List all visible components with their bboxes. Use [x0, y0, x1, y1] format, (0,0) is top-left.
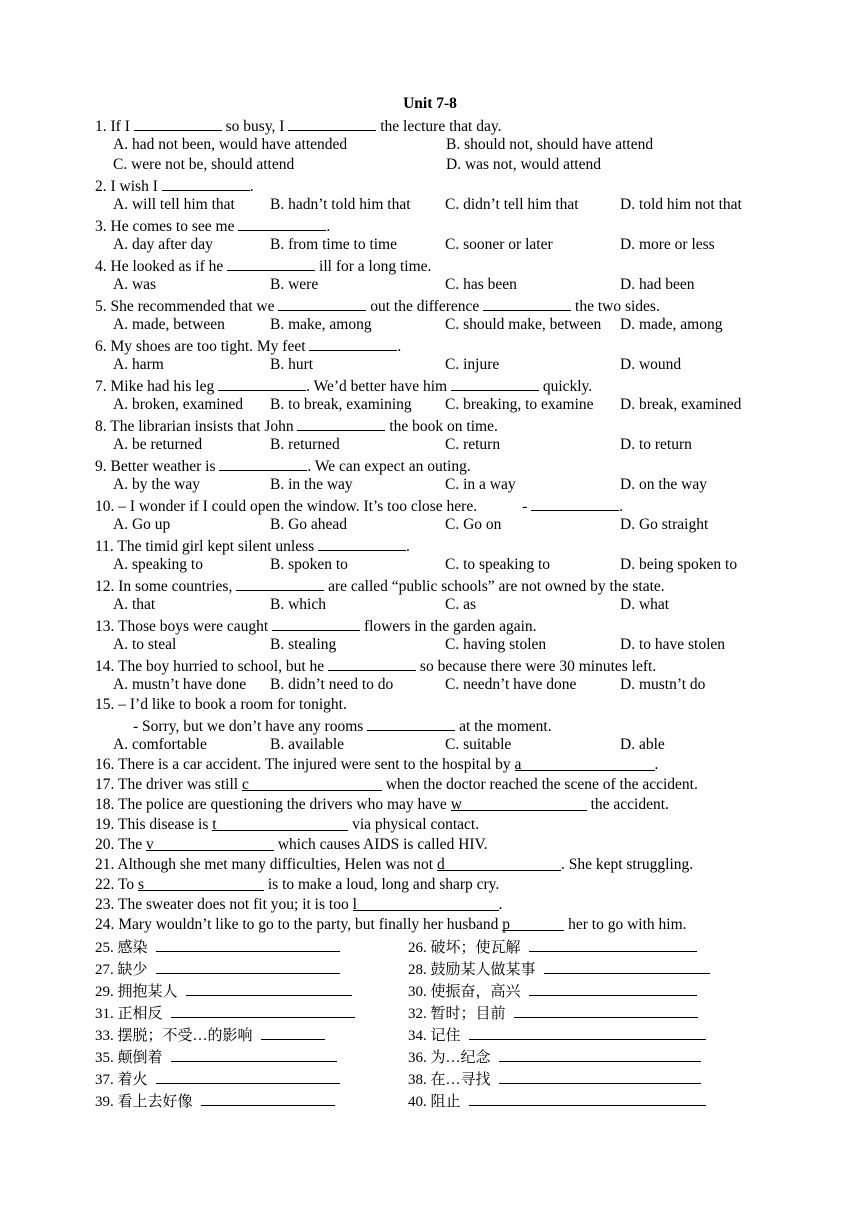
answer-option[interactable]: A. made, between: [113, 316, 225, 333]
question-stem: [95, 695, 795, 715]
options-row: [95, 435, 795, 455]
vocab-prompt: 32. 暂时；目前: [408, 1006, 506, 1022]
stem-text: the accident.: [586, 796, 669, 813]
vocab-item: [95, 957, 340, 981]
question-stem: [95, 495, 795, 515]
answer-option[interactable]: B. available: [270, 736, 345, 753]
stem-text: 8. The librarian insists that John: [95, 418, 298, 435]
stem-text: the two sides.: [571, 298, 660, 315]
answer-option[interactable]: C. return: [445, 436, 501, 453]
stem-text: 17. The driver was still: [95, 776, 242, 793]
question-stem: [95, 655, 795, 675]
vocab-item: [408, 1045, 701, 1069]
vocab-item: [408, 979, 697, 1003]
options-row: [95, 555, 795, 575]
answer-option[interactable]: C. were not be, should attend: [113, 156, 295, 173]
answer-line[interactable]: [529, 935, 697, 952]
answer-blank[interactable]: [278, 295, 366, 311]
stem-text: .: [498, 896, 503, 913]
options-row: [95, 635, 795, 655]
answer-option[interactable]: B. Go ahead: [270, 516, 348, 533]
answer-option[interactable]: D. to have stolen: [620, 636, 726, 653]
stem-text: at the moment.: [455, 718, 552, 735]
answer-option[interactable]: C. suitable: [445, 736, 512, 753]
answer-blank[interactable]: v: [146, 835, 274, 851]
stem-text: . She kept struggling.: [560, 856, 694, 873]
answer-option[interactable]: D. more or less: [620, 236, 715, 253]
vocab-row: [95, 957, 795, 979]
fill-question: [95, 835, 795, 855]
answer-option[interactable]: B. make, among: [270, 316, 372, 333]
question-stem: [95, 375, 795, 395]
vocab-prompt: 39. 看上去好像: [95, 1094, 193, 1110]
answer-option[interactable]: B. hadn’t told him that: [270, 196, 411, 213]
stem-text: 1. If I: [95, 118, 134, 135]
answer-option[interactable]: A. had not been, would have attended: [113, 136, 348, 153]
vocab-prompt: 40. 阻止: [408, 1094, 461, 1110]
fill-question: [95, 895, 795, 915]
answer-line[interactable]: [469, 1023, 706, 1040]
vocab-row: [95, 1045, 795, 1067]
answer-option[interactable]: B. should not, should have attend: [446, 136, 654, 153]
answer-blank[interactable]: [236, 575, 324, 591]
stem-text: .: [654, 756, 659, 773]
options-row: [95, 355, 795, 375]
question-stem: [95, 115, 795, 135]
answer-line[interactable]: [529, 979, 697, 996]
stem-text: ill for a long time.: [315, 258, 432, 275]
stem-text: when the doctor reached the scene of the accident.: [381, 776, 698, 793]
stem-text: 12. In some countries,: [95, 578, 237, 595]
options-row: [95, 395, 795, 415]
vocab-prompt: 36. 为…纪念: [408, 1050, 491, 1066]
answer-blank[interactable]: [328, 655, 416, 671]
answer-blank[interactable]: [238, 215, 326, 231]
answer-line[interactable]: [171, 1045, 337, 1062]
answer-blank[interactable]: [451, 375, 539, 391]
stem-text: .: [397, 338, 402, 355]
vocab-prompt: 38. 在…寻找: [408, 1072, 491, 1088]
stem-text: 22. To: [95, 876, 138, 893]
answer-option[interactable]: D. break, examined: [620, 396, 742, 413]
options-row: [95, 475, 795, 495]
vocab-row: [95, 935, 795, 957]
stem-text: 13. Those boys were caught: [95, 618, 273, 635]
stem-text: 15. – I’d like to book a room for tonight.: [95, 696, 347, 713]
stem-text: via physical contact.: [348, 816, 480, 833]
stem-text: 20. The: [95, 836, 146, 853]
stem-text: 9. Better weather is: [95, 458, 220, 475]
answer-option[interactable]: A. to steal: [113, 636, 177, 653]
answer-option[interactable]: B. returned: [270, 436, 340, 453]
vocab-item: [95, 935, 340, 959]
answer-option[interactable]: C. didn’t tell him that: [445, 196, 579, 213]
answer-option[interactable]: A. broken, examined: [113, 396, 243, 413]
answer-option[interactable]: A. was: [113, 276, 157, 293]
question-stem: [95, 535, 795, 555]
answer-option[interactable]: A. harm: [113, 356, 164, 373]
fill-question: [95, 815, 795, 835]
answer-blank[interactable]: [531, 495, 619, 511]
stem-text: is to make a loud, long and sharp cry.: [263, 876, 500, 893]
vocab-prompt: 31. 正相反: [95, 1006, 163, 1022]
vocab-prompt: 30. 使振奋，高兴: [408, 984, 521, 1000]
answer-blank[interactable]: [218, 375, 306, 391]
vocab-prompt: 25. 感染: [95, 940, 148, 956]
answer-option[interactable]: C. injure: [445, 356, 500, 373]
vocab-prompt: 28. 鼓励某人做某事: [408, 962, 536, 978]
stem-text: 19. This disease is: [95, 816, 213, 833]
stem-text: 21. Although she met many difficulties, Helen was not: [95, 856, 437, 873]
answer-line[interactable]: [156, 1067, 340, 1084]
answer-option[interactable]: D. had been: [620, 276, 695, 293]
answer-blank[interactable]: c: [242, 775, 382, 791]
answer-option[interactable]: D. was not, would attend: [446, 156, 601, 173]
stem-text: 7. Mike had his leg: [95, 378, 219, 395]
answer-option[interactable]: C. as: [445, 596, 476, 613]
stem-text: .: [619, 498, 624, 515]
answer-option[interactable]: B. hurt: [270, 356, 314, 373]
answer-option[interactable]: D. what: [620, 596, 670, 613]
answer-blank[interactable]: t: [212, 815, 348, 831]
answer-line[interactable]: [156, 935, 340, 952]
answer-option[interactable]: D. mustn’t do: [620, 676, 706, 693]
answer-line[interactable]: [544, 957, 710, 974]
vocab-row: [95, 979, 795, 1001]
answer-line[interactable]: [201, 1089, 335, 1106]
vocab-item: [408, 1001, 698, 1025]
fill-question: [95, 855, 795, 875]
vocab-prompt: 29. 拥抱某人: [95, 984, 178, 1000]
answer-option[interactable]: C. has been: [445, 276, 517, 293]
stem-text: 14. The boy hurried to school, but he: [95, 658, 329, 675]
answer-line[interactable]: [469, 1089, 706, 1106]
vocab-item: [95, 1045, 337, 1069]
answer-option[interactable]: A. day after day: [113, 236, 213, 253]
options-row: [95, 155, 795, 175]
options-row: [95, 275, 795, 295]
stem-text: 18. The police are questioning the drivers who may have: [95, 796, 451, 813]
stem-text: her to go with him.: [564, 916, 687, 933]
answer-option[interactable]: D. Go straight: [620, 516, 709, 533]
answer-option[interactable]: B. which: [270, 596, 326, 613]
question-stem: [95, 455, 795, 475]
answer-option[interactable]: C. Go on: [445, 516, 502, 533]
vocab-prompt: 26. 破坏；使瓦解: [408, 940, 521, 956]
answer-line[interactable]: [499, 1067, 701, 1084]
answer-option[interactable]: B. in the way: [270, 476, 353, 493]
answer-option[interactable]: C. should make, between: [445, 316, 602, 333]
question-stem: [95, 295, 795, 315]
stem-text: 2. I wish I: [95, 178, 162, 195]
stem-text: 4. He looked as if he: [95, 258, 228, 275]
answer-line[interactable]: [156, 957, 340, 974]
answer-option[interactable]: A. comfortable: [113, 736, 207, 753]
stem-text: .: [249, 178, 254, 195]
question-stem-reply: [95, 715, 795, 735]
question-stem: [95, 175, 795, 195]
answer-line[interactable]: [261, 1023, 325, 1040]
question-stem: [95, 415, 795, 435]
question-stem: [95, 335, 795, 355]
answer-option[interactable]: C. needn’t have done: [445, 676, 577, 693]
stem-text: 23. The sweater does not fit you; it is too: [95, 896, 353, 913]
fill-question: [95, 795, 795, 815]
vocab-item: [95, 1067, 340, 1091]
options-row: [95, 675, 795, 695]
vocab-item: [95, 979, 352, 1003]
vocab-item: [95, 1001, 355, 1025]
stem-text: .: [406, 538, 410, 555]
answer-blank[interactable]: w: [451, 795, 587, 811]
options-row: [95, 135, 795, 155]
stem-text: - Sorry, but we don’t have any rooms: [133, 718, 368, 735]
answer-line[interactable]: [186, 979, 352, 996]
vocab-row: [95, 1023, 795, 1045]
question-stem: [95, 255, 795, 275]
fill-question: [95, 915, 795, 935]
answer-blank[interactable]: [483, 295, 571, 311]
answer-option[interactable]: A. mustn’t have done: [113, 676, 247, 693]
stem-text: . We’d better have him: [306, 378, 451, 395]
page-title: Unit 7-8: [403, 95, 457, 112]
stem-text: 24. Mary wouldn’t like to go to the party, but finally her husband: [95, 916, 503, 933]
stem-text: 16. There is a car accident. The injured were sent to the hospital by: [95, 756, 515, 773]
vocab-row: [95, 1089, 795, 1111]
answer-line[interactable]: [499, 1045, 701, 1062]
answer-option[interactable]: B. were: [270, 276, 319, 293]
answer-option[interactable]: A. will tell him that: [113, 196, 235, 213]
options-row: [95, 595, 795, 615]
stem-text: 10. – I wonder if I could open the window. It’s too close here.: [95, 498, 478, 515]
answer-blank[interactable]: s: [138, 875, 264, 891]
answer-option[interactable]: D. to return: [620, 436, 692, 453]
stem-text: the book on time.: [385, 418, 498, 435]
vocab-item: [408, 957, 710, 981]
options-row: [95, 515, 795, 535]
worksheet-body: [95, 115, 795, 1111]
answer-blank[interactable]: [309, 335, 397, 351]
answer-option[interactable]: B. didn’t need to do: [270, 676, 394, 693]
vocab-item: [408, 1023, 706, 1047]
answer-option[interactable]: B. stealing: [270, 636, 337, 653]
answer-blank[interactable]: [318, 535, 406, 551]
vocab-prompt: 37. 着火: [95, 1072, 148, 1088]
answer-option[interactable]: D. made, among: [620, 316, 723, 333]
answer-blank[interactable]: [367, 715, 455, 731]
options-row: [95, 315, 795, 335]
vocab-row: [95, 1001, 795, 1023]
answer-blank[interactable]: [227, 255, 315, 271]
stem-text: out the difference: [366, 298, 484, 315]
stem-text: 11. The timid girl kept silent unless: [95, 538, 319, 555]
vocab-item: [95, 1089, 335, 1113]
vocab-prompt: 34. 记住: [408, 1028, 461, 1044]
vocab-item: [408, 1067, 701, 1091]
answer-option[interactable]: C. having stolen: [445, 636, 547, 653]
answer-blank[interactable]: [134, 115, 222, 131]
answer-option[interactable]: A. by the way: [113, 476, 200, 493]
answer-blank[interactable]: [162, 175, 250, 191]
fill-question: [95, 775, 795, 795]
answer-line[interactable]: [171, 1001, 355, 1018]
stem-text: so because there were 30 minutes left.: [416, 658, 657, 675]
stem-text: the lecture that day.: [376, 118, 502, 135]
answer-blank[interactable]: l: [353, 895, 499, 911]
answer-option[interactable]: B. to break, examining: [270, 396, 412, 413]
question-stem: [95, 615, 795, 635]
stem-text: -: [522, 498, 532, 515]
question-stem: [95, 215, 795, 235]
stem-text: .: [326, 218, 331, 235]
answer-option[interactable]: D. on the way: [620, 476, 707, 493]
vocab-row: [95, 1067, 795, 1089]
fill-question: [95, 755, 795, 775]
stem-text: which causes AIDS is called HIV.: [273, 836, 488, 853]
answer-blank[interactable]: [297, 415, 385, 431]
answer-option[interactable]: A. speaking to: [113, 556, 203, 573]
stem-text: 5. She recommended that we: [95, 298, 279, 315]
vocab-item: [408, 935, 697, 959]
answer-option[interactable]: B. spoken to: [270, 556, 348, 573]
answer-option[interactable]: C. sooner or later: [445, 236, 553, 253]
answer-option[interactable]: A. that: [113, 596, 156, 613]
answer-blank[interactable]: [272, 615, 360, 631]
answer-option[interactable]: C. breaking, to examine: [445, 396, 594, 413]
answer-option[interactable]: D. told him not that: [620, 196, 742, 213]
options-row: [95, 235, 795, 255]
answer-option[interactable]: C. in a way: [445, 476, 516, 493]
vocab-item: [408, 1089, 706, 1113]
answer-blank[interactable]: [288, 115, 376, 131]
options-row: [95, 735, 795, 755]
answer-option[interactable]: B. from time to time: [270, 236, 397, 253]
answer-blank[interactable]: a: [515, 755, 655, 771]
stem-text: 6. My shoes are too tight. My feet: [95, 338, 310, 355]
stem-text: are called “public schools” are not owned by the state.: [324, 578, 665, 595]
answer-option[interactable]: A. Go up: [113, 516, 171, 533]
answer-option[interactable]: C. to speaking to: [445, 556, 551, 573]
vocab-prompt: 33. 摆脱；不受…的影响: [95, 1028, 253, 1044]
answer-option[interactable]: D. wound: [620, 356, 682, 373]
stem-text: . We can expect an outing.: [307, 458, 471, 475]
answer-option[interactable]: D. able: [620, 736, 665, 753]
fill-question: [95, 875, 795, 895]
answer-blank[interactable]: p: [502, 915, 564, 931]
answer-option[interactable]: D. being spoken to: [620, 556, 738, 573]
answer-blank[interactable]: [219, 455, 307, 471]
stem-text: 3. He comes to see me: [95, 218, 239, 235]
vocab-item: [95, 1023, 325, 1047]
options-row: [95, 195, 795, 215]
answer-option[interactable]: A. be returned: [113, 436, 203, 453]
stem-text: so busy, I: [221, 118, 289, 135]
stem-text: quickly.: [538, 378, 593, 395]
answer-blank[interactable]: d: [437, 855, 561, 871]
vocab-prompt: 35. 颠倒着: [95, 1050, 163, 1066]
vocab-prompt: 27. 缺少: [95, 962, 148, 978]
stem-text: flowers in the garden again.: [360, 618, 537, 635]
answer-line[interactable]: [514, 1001, 698, 1018]
question-stem: [95, 575, 795, 595]
